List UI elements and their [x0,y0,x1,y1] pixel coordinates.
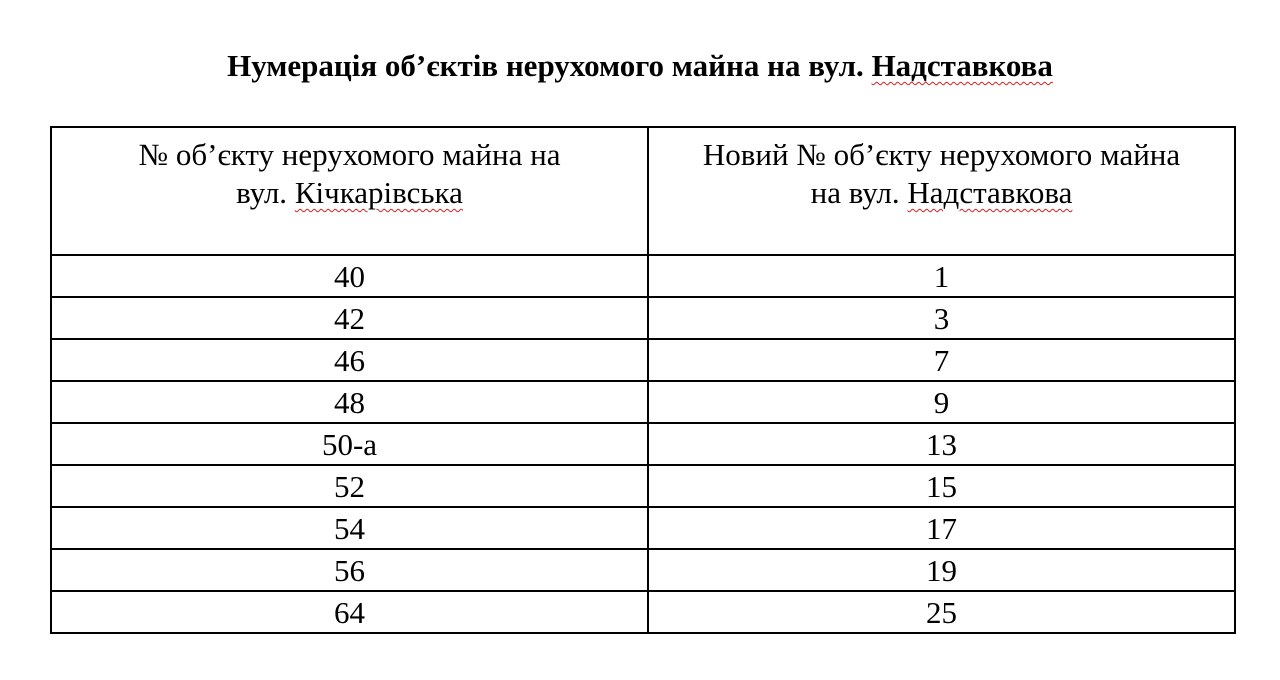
table-row [51,549,1235,591]
col1-header-line2 [52,174,647,212]
table-row [51,465,1235,507]
col2-header-prefix: на вул. [810,175,900,210]
table-row [51,297,1235,339]
table-row [51,339,1235,381]
new-number-cell: 19 [648,549,1235,591]
column-header-new-number [648,127,1235,255]
col2-header-line2 [649,174,1234,212]
column-header-old-number [51,127,648,255]
new-number-cell: 3 [648,297,1235,339]
new-number-cell: 1 [648,255,1235,297]
table-row [51,423,1235,465]
col2-header-street: Надставкова [907,175,1073,210]
old-number-cell: 64 [51,591,648,633]
title-prefix: Нумерація об’єктів нерухомого майна на вул. [227,48,864,83]
old-number-cell: 50-а [51,423,648,465]
old-number-cell: 48 [51,381,648,423]
new-number-cell: 13 [648,423,1235,465]
document-title [0,46,1280,86]
col1-header-prefix: вул. [236,175,288,210]
table-row [51,591,1235,633]
table-row [51,381,1235,423]
old-number-cell: 40 [51,255,648,297]
new-number-cell: 15 [648,465,1235,507]
title-street-name: Надставкова [871,48,1053,83]
new-number-cell: 17 [648,507,1235,549]
old-number-cell: 54 [51,507,648,549]
table-header-row [51,127,1235,255]
table-row [51,255,1235,297]
old-number-cell: 56 [51,549,648,591]
table-row [51,507,1235,549]
col1-header-street: Кічкарівська [294,175,463,210]
old-number-cell: 42 [51,297,648,339]
new-number-cell: 25 [648,591,1235,633]
old-number-cell: 46 [51,339,648,381]
old-number-cell: 52 [51,465,648,507]
new-number-cell: 7 [648,339,1235,381]
renumbering-table [50,126,1236,634]
new-number-cell: 9 [648,381,1235,423]
col2-header-line1: Новий № об’єкту нерухомого майна [702,137,1181,172]
col1-header-line1: № об’єкту нерухомого майна на [138,137,561,172]
